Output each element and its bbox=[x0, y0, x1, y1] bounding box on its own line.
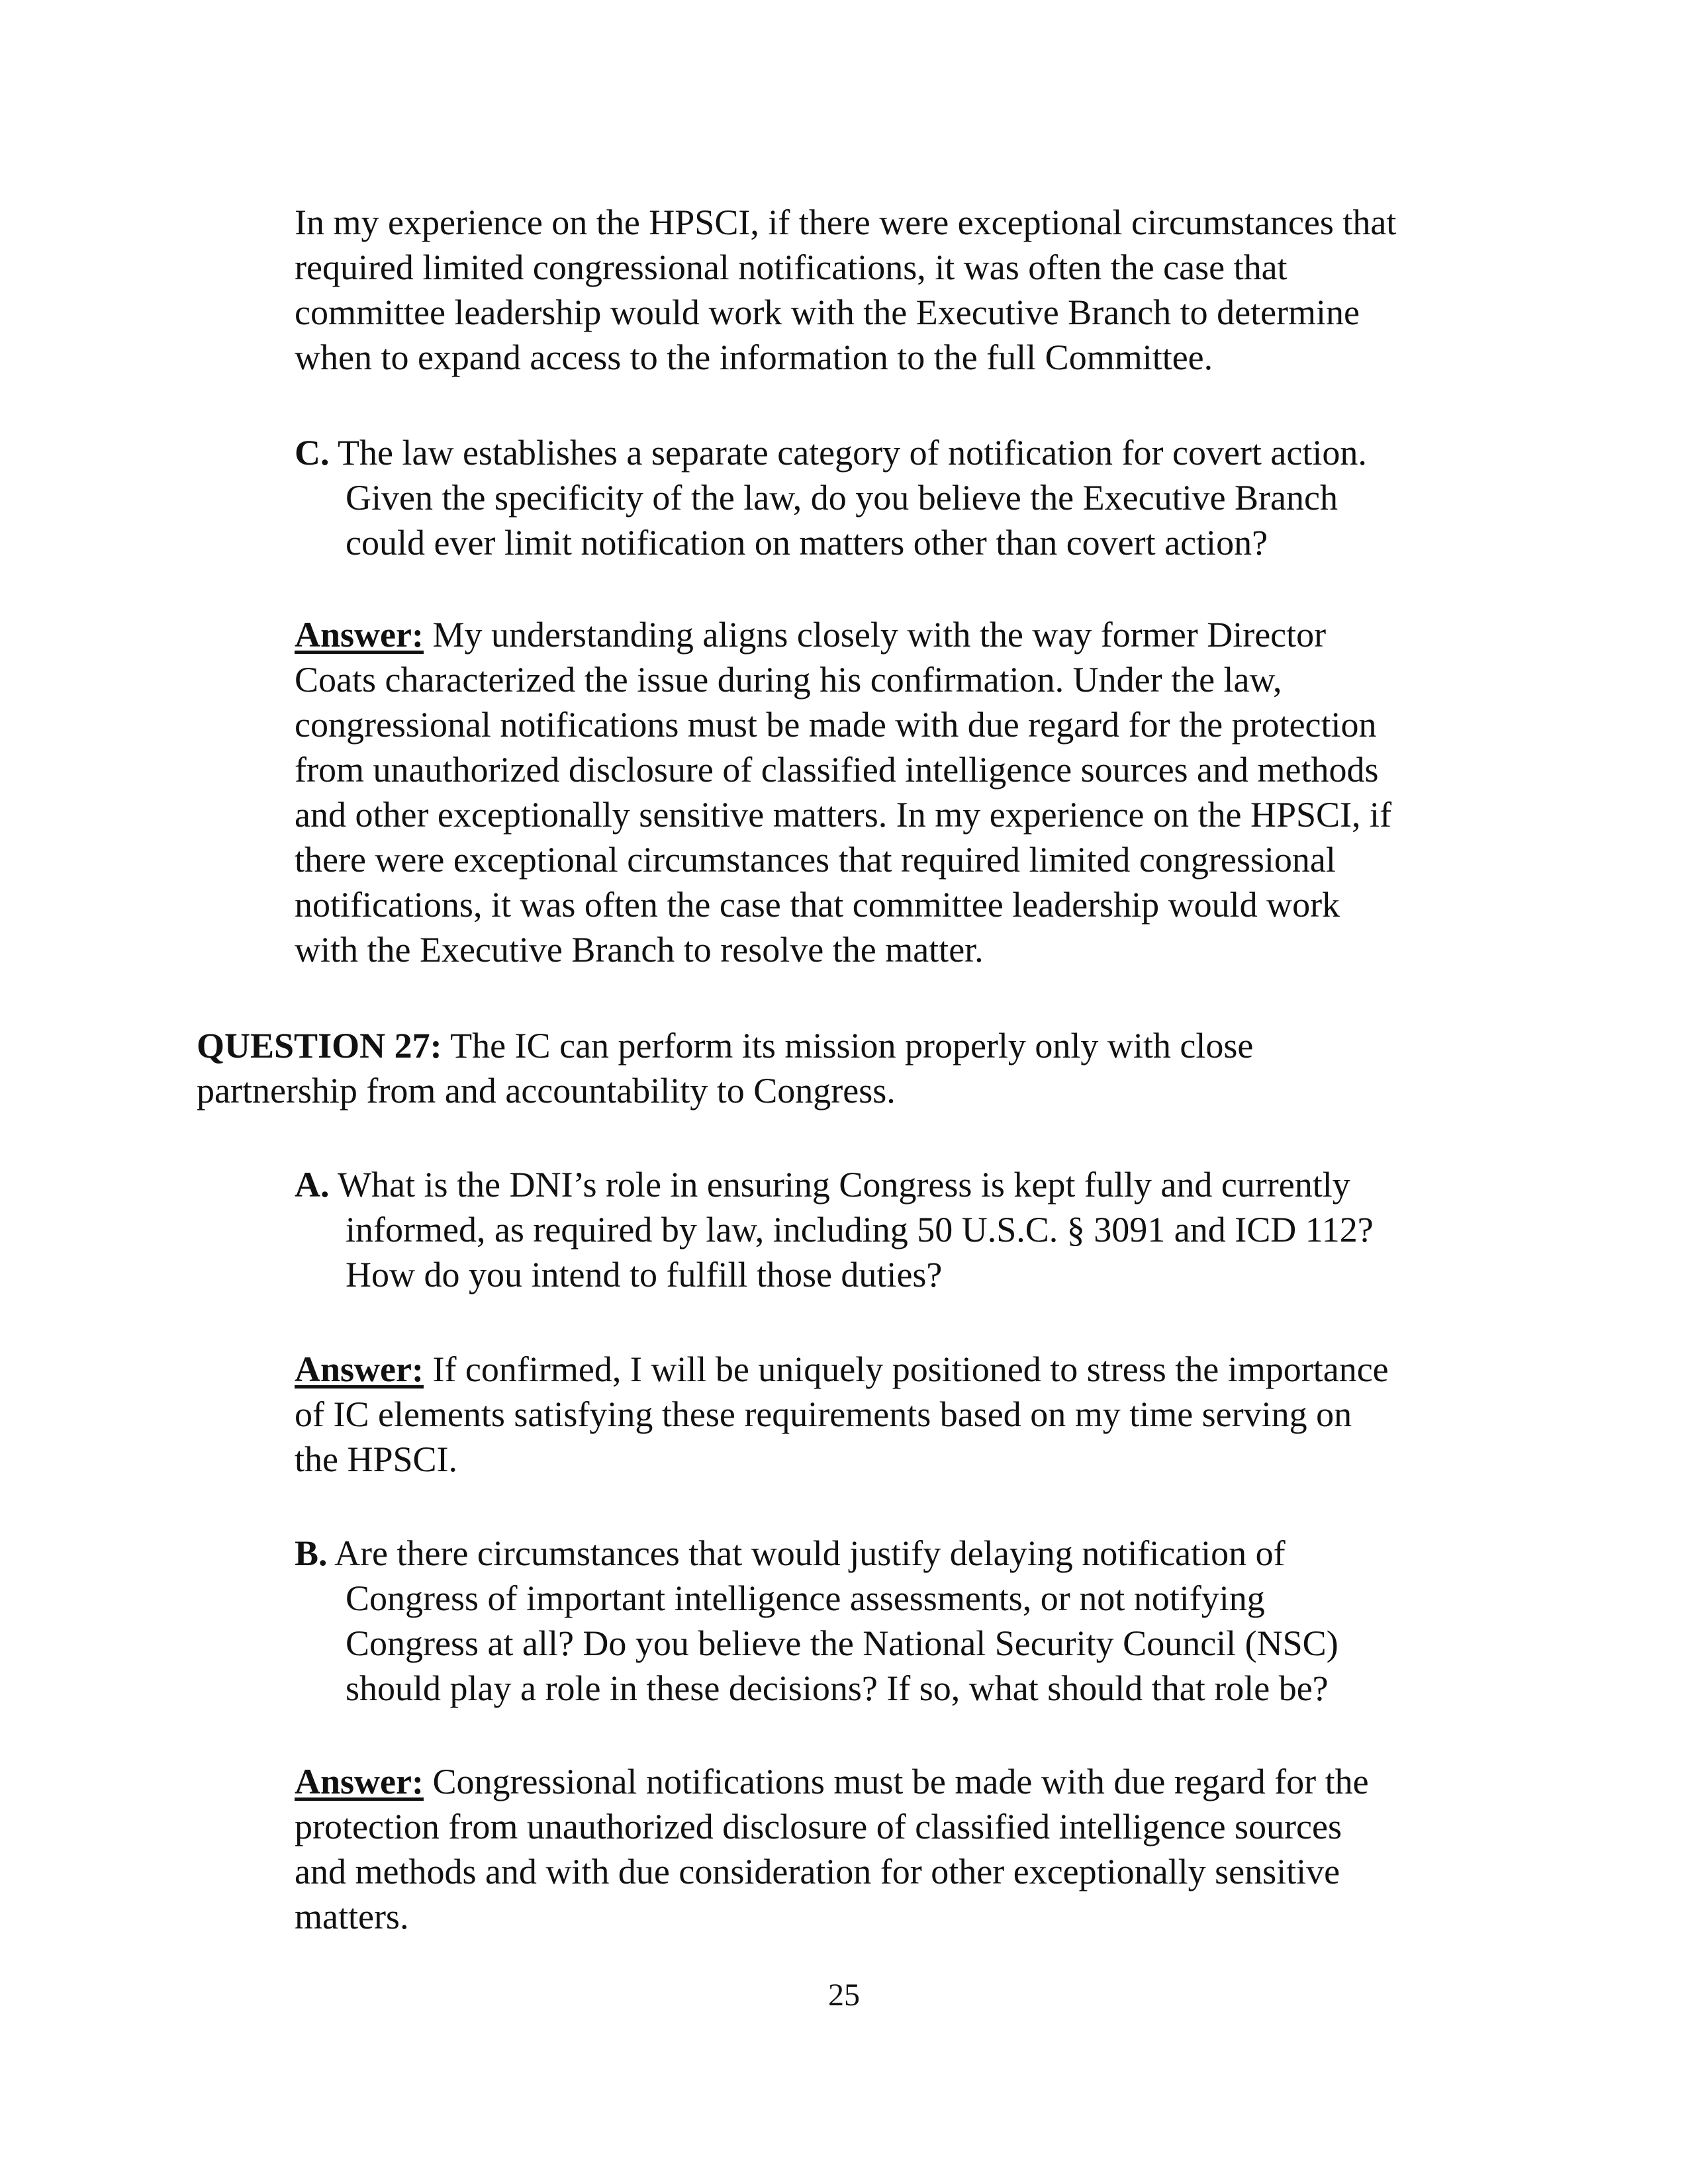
question-27 bbox=[197, 1023, 1521, 1113]
answer-27a bbox=[295, 1347, 1552, 1482]
answer-27b-label: Answer: bbox=[295, 1762, 424, 1801]
question-26c-text: The law establishes a separate category of notification for covert action. Given the specificity of the law, do you believe the Executive Branch could ever limit notification on matters other than covert action? bbox=[338, 433, 1367, 563]
page-number: 25 bbox=[828, 1978, 860, 2013]
question-27a bbox=[295, 1162, 1603, 1297]
answer-26c bbox=[295, 612, 1552, 972]
intro-paragraph bbox=[295, 200, 1552, 380]
answer-27b bbox=[295, 1759, 1552, 1939]
question-27a-label: A. bbox=[295, 1165, 330, 1205]
answer-26c-label: Answer: bbox=[295, 615, 424, 655]
question-27-text: The IC can perform its mission properly only with close partnership from and accountability to Congress. bbox=[197, 1026, 1254, 1111]
question-27b-text: Are there circumstances that would justify delaying notification of Congress of important intelligence assessments, or not notifying Congress at all? Do you believe the National Security Council (NSC) should play a role in these decisions? If so, what should that role be? bbox=[334, 1533, 1338, 1708]
question-27a-text: What is the DNI’s role in ensuring Congress is kept fully and currently informed, as required by law, including 50 U.S.C. § 3091 and ICD 112? How do you intend to fulfill those duties? bbox=[338, 1165, 1374, 1295]
question-27-label: QUESTION 27: bbox=[197, 1026, 442, 1066]
answer-27a-text: If confirmed, I will be uniquely positioned to stress the importance of IC elements satisfying these requirements based on my time serving on the HPSCI. bbox=[295, 1349, 1389, 1479]
answer-27b-text: Congressional notifications must be made with due regard for the protection from unauthorized disclosure of classified intelligence sources and methods and with due consideration for other exceptionally sensitive matters. bbox=[295, 1762, 1369, 1936]
question-27b bbox=[295, 1531, 1603, 1711]
question-26c-label: C. bbox=[295, 433, 330, 473]
question-26c bbox=[295, 430, 1603, 565]
intro-paragraph-text: In my experience on the HPSCI, if there were exceptional circumstances that required limited congressional notifications, it was often the case that committee leadership would work with the Executive Branch to determine when to expand access to the information to the full Committee. bbox=[295, 203, 1397, 377]
answer-26c-text: My understanding aligns closely with the way former Director Coats characterized the issue during his confirmation. Under the law, congressional notifications must be made with due regard for the protection from unauthorized disclosure of classified intelligence sources and methods and other exceptionally sensitive matters. In my experience on the HPSCI, if there were exceptional circumstances that required limited congressional notifications, it was often the case that committee leadership would work with the Executive Branch to resolve the matter. bbox=[295, 615, 1392, 970]
question-27b-label: B. bbox=[295, 1533, 328, 1573]
answer-27a-label: Answer: bbox=[295, 1349, 424, 1389]
